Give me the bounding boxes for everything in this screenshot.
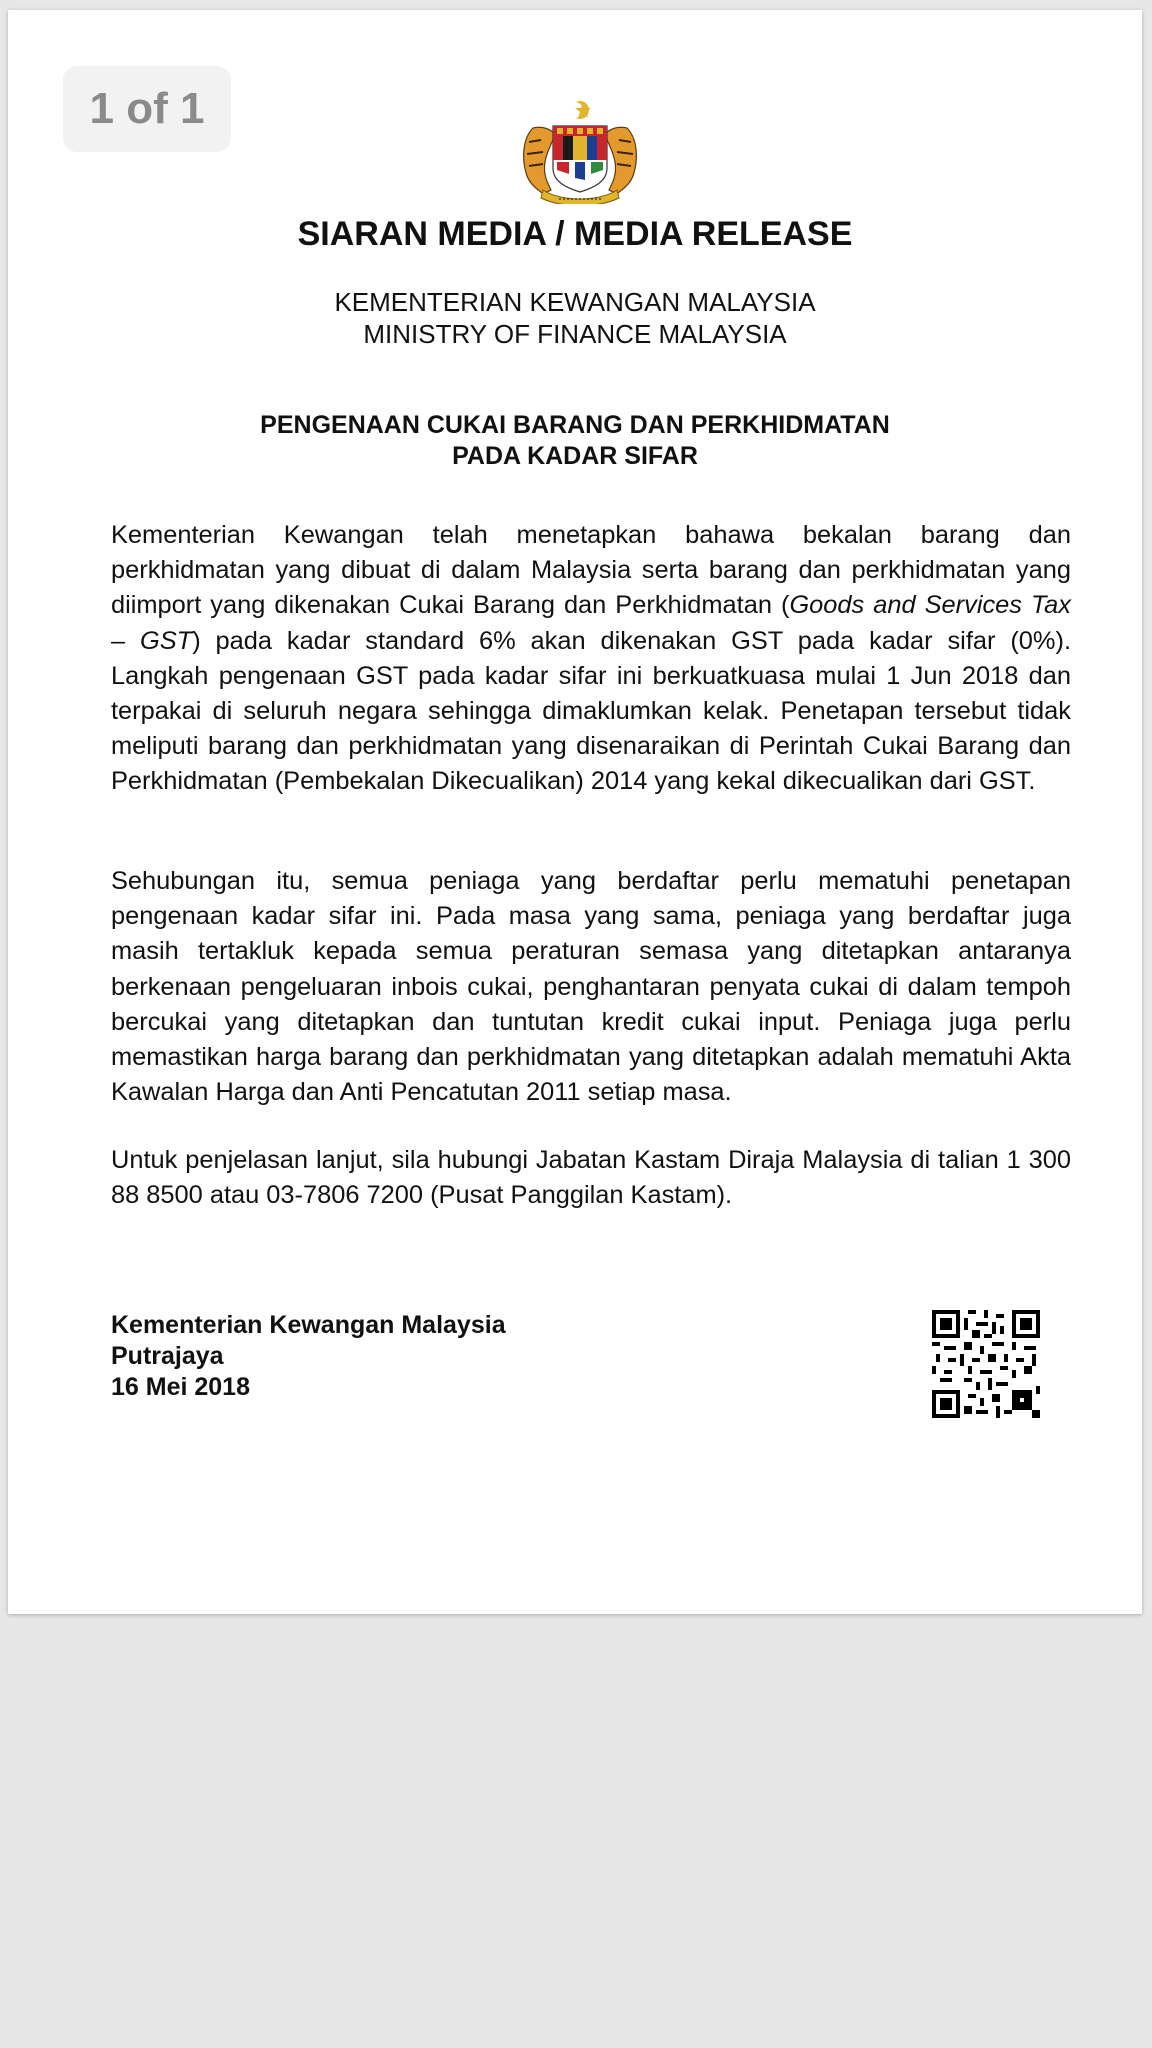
document-page <box>8 10 1142 1614</box>
signoff-place: Putrajaya <box>111 1342 224 1370</box>
paragraph-1-italic-term: Goods and Services Tax – GST <box>111 591 1071 655</box>
page-indicator: 1 of 1 <box>63 66 231 152</box>
malaysia-coat-of-arms-icon <box>513 98 647 204</box>
paragraph-1-text-end: ) pada kadar standard 6% akan dikenakan GST pada kadar sifar (0%). Langkah pengenaan GST pada kadar sifar ini berkuatkuasa mulai 1 Jun 2018 dan terpakai di seluruh negara sehingga dimaklumkan kelak. Penetapan tersebut tidak meliputi barang dan perkhidmatan yang disenaraikan di Perintah Cukai Barang dan Perkhidmatan (Pembekalan Dikecualikan) 2014 yang kekal dikecualikan dari GST. <box>111 626 1071 796</box>
paragraph-3: Untuk penjelasan lanjut, sila hubungi Jabatan Kastam Diraja Malaysia di talian 1 300 88 8500 atau 03-7806 7200 (Pusat Panggilan Kastam). <box>111 1146 1071 1210</box>
signoff-block <box>111 1310 506 1403</box>
signoff-date: 16 Mei 2018 <box>111 1373 250 1401</box>
release-headline <box>8 410 1142 472</box>
qr-code-icon <box>932 1310 1040 1418</box>
signoff-organization: Kementerian Kewangan Malaysia <box>111 1311 506 1339</box>
headline-line-2: PADA KADAR SIFAR <box>452 442 698 470</box>
paragraph-2: Sehubungan itu, semua peniaga yang berdaftar perlu mematuhi penetapan pengenaan kadar sifar ini. Pada masa yang sama, peniaga yang berdaftar juga masih tertakluk kepada semua peraturan semasa yang ditetapkan antaranya berkenaan pengeluaran inbois cukai, penghantaran penyata cukai di dalam tempoh bercukai yang ditetapkan dan tuntutan kredit cukai input. Peniaga juga perlu memastikan harga barang dan perkhidmatan yang ditetapkan adalah mematuhi Akta Kawalan Harga dan Anti Pencatutan 2011 setiap masa. <box>111 867 1071 1107</box>
paragraph-1-text-start: Kementerian Kewangan telah menetapkan bahawa bekalan barang dan perkhidmatan yang dibuat di dalam Malaysia serta barang dan perkhidmatan yang diimport yang dikenakan Cukai Barang dan Perkhidmatan ( <box>111 521 1071 620</box>
paragraph-1 <box>111 518 1071 800</box>
ministry-name-malay: KEMENTERIAN KEWANGAN MALAYSIA <box>334 287 816 317</box>
media-release-title: SIARAN MEDIA / MEDIA RELEASE <box>297 215 853 253</box>
headline-line-1: PENGENAAN CUKAI BARANG DAN PERKHIDMATAN <box>260 411 890 439</box>
ministry-name-english: MINISTRY OF FINANCE MALAYSIA <box>363 319 787 349</box>
